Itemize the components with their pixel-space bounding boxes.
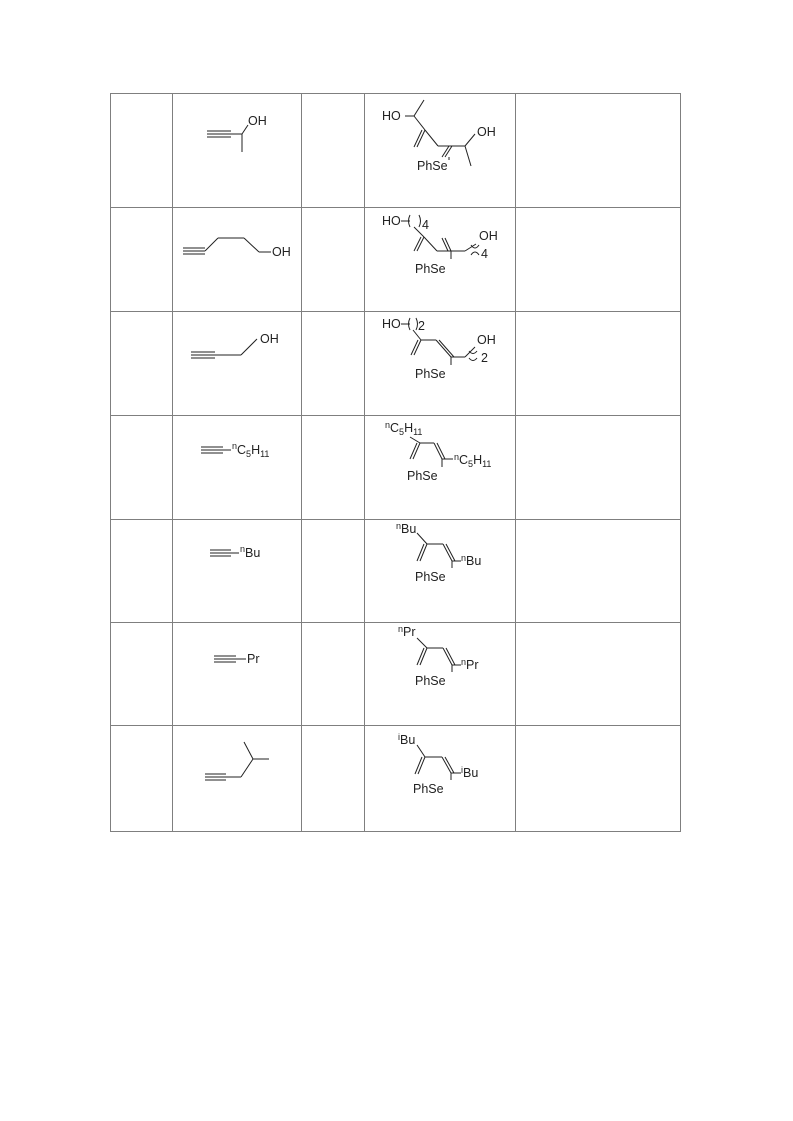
subscript-4: 4	[422, 217, 429, 232]
phse-label: PhSe	[415, 569, 446, 584]
phse-label: PhSe	[415, 261, 446, 276]
ho-label: HO	[382, 316, 401, 331]
table-row	[111, 416, 681, 520]
alkyne-cell	[173, 726, 302, 832]
table-row	[111, 94, 681, 208]
table-row	[111, 520, 681, 623]
n-prefix: n	[385, 419, 391, 430]
alkyne-cell	[173, 208, 302, 312]
table-row	[111, 208, 681, 312]
svg-text:nBu: $^n$Bu	[461, 552, 482, 568]
phse-label: PhSe	[415, 673, 446, 688]
empty-cell	[302, 94, 365, 208]
svg-text:nBu: $^n$Bu	[396, 520, 417, 536]
empty-cell	[302, 726, 365, 832]
table-row	[111, 726, 681, 832]
ho-label: HO	[382, 108, 401, 123]
oh-label: OH	[479, 228, 498, 243]
result-cell	[516, 520, 681, 623]
svg-text:nC5H11: $^nC_5H_{11}$	[385, 419, 423, 437]
i-prefix: i	[461, 764, 463, 775]
propyl-label: Pr	[247, 651, 260, 666]
phse-label: PhSe	[407, 468, 438, 483]
ho-label: HO	[382, 213, 401, 228]
svg-text:nPr: $^n$Pr	[398, 623, 416, 639]
alkyne-cell	[173, 520, 302, 623]
product-cell	[365, 623, 516, 726]
entry-cell	[111, 416, 173, 520]
svg-text:nC5H11: $^nC_5H_{11}$	[232, 440, 270, 459]
result-cell	[516, 416, 681, 520]
phse-label: PhSe	[417, 158, 448, 173]
result-cell	[516, 312, 681, 416]
diene-structure	[365, 521, 515, 622]
entry-cell	[111, 312, 173, 416]
result-cell	[516, 726, 681, 832]
n-prefix: n	[461, 552, 467, 563]
oh-label: OH	[260, 331, 279, 346]
alkyne-cell	[173, 94, 302, 208]
diene-structure	[365, 624, 515, 725]
n-prefix: n	[396, 520, 402, 531]
product-cell	[365, 94, 516, 208]
n-prefix: n	[240, 543, 246, 554]
entry-cell	[111, 208, 173, 312]
result-cell	[516, 94, 681, 208]
n-prefix: n	[454, 451, 460, 462]
subscript-4: 4	[481, 246, 488, 261]
n-prefix: n	[461, 656, 467, 667]
empty-cell	[302, 520, 365, 623]
svg-text:nBu: $^n$Bu	[240, 543, 261, 560]
product-cell	[365, 726, 516, 832]
svg-text:iBu: $^i$Bu	[398, 731, 416, 747]
empty-cell	[302, 623, 365, 726]
oh-label: OH	[477, 332, 496, 347]
entry-cell	[111, 726, 173, 832]
product-cell	[365, 416, 516, 520]
result-cell	[516, 623, 681, 726]
entry-cell	[111, 623, 173, 726]
result-cell	[516, 208, 681, 312]
n-prefix: n	[232, 440, 238, 451]
diene-structure	[365, 727, 515, 831]
svg-text:nPr: $^n$Pr	[461, 656, 479, 672]
diene-structure	[365, 417, 515, 519]
reaction-table	[110, 93, 681, 832]
oh-label: OH	[477, 124, 496, 139]
alkyne-structure	[173, 417, 301, 519]
alkyne-cell	[173, 416, 302, 520]
oh-label: OH	[248, 113, 267, 128]
diene-structure	[365, 95, 515, 207]
alkyne-structure	[173, 313, 301, 415]
alkyne-structure	[173, 624, 301, 725]
alkyne-cell	[173, 312, 302, 416]
subscript-2: 2	[481, 350, 488, 365]
alkyne-structure	[173, 521, 301, 622]
phse-label: PhSe	[413, 781, 444, 796]
alkyne-cell	[173, 623, 302, 726]
svg-text:nC5H11: $^nC_5H_{11}$	[454, 451, 492, 469]
alkyne-structure	[173, 209, 301, 311]
product-cell	[365, 520, 516, 623]
diene-structure	[365, 313, 515, 415]
i-prefix: i	[398, 731, 400, 742]
subscript-2: 2	[418, 318, 425, 333]
empty-cell	[302, 312, 365, 416]
product-cell	[365, 312, 516, 416]
svg-text:iBu: $^i$Bu	[461, 764, 479, 780]
empty-cell	[302, 416, 365, 520]
empty-cell	[302, 208, 365, 312]
table-row	[111, 312, 681, 416]
alkyne-structure	[173, 95, 301, 207]
entry-cell	[111, 520, 173, 623]
oh-label: OH	[272, 244, 291, 259]
product-cell	[365, 208, 516, 312]
table-row	[111, 623, 681, 726]
phse-label: PhSe	[415, 366, 446, 381]
diene-structure	[365, 209, 515, 311]
n-prefix: n	[398, 623, 404, 634]
entry-cell	[111, 94, 173, 208]
alkyne-structure	[173, 727, 301, 831]
